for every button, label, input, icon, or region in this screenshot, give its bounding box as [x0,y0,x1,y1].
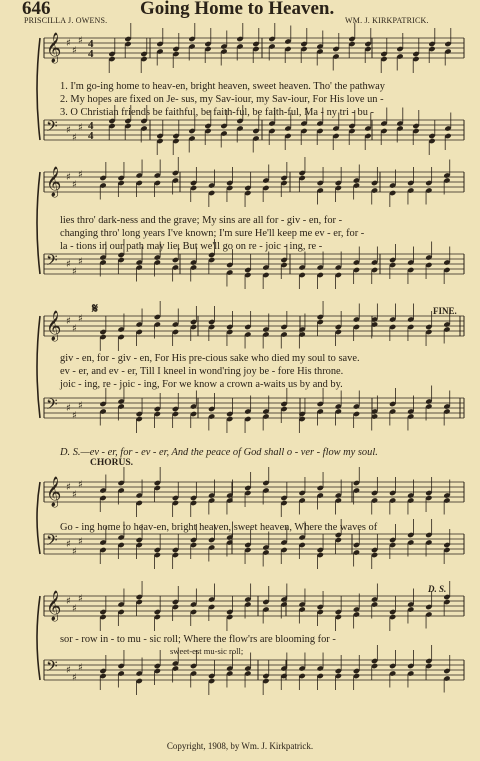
lyric-verse1-line1: 1. I'm go-ing home to heav-en, bright heaven, sweet heaven. Tho' the pathway [60,81,385,92]
treble-clef-icon: 𝄞 [46,591,62,621]
sharp-icon: ♯ [66,38,71,49]
lyric-ds-line: D. S.—ev - er, for - ev - er, And the peace of God shall o - ver - flow my soul. [60,447,378,458]
sharp-icon: ♯ [78,169,83,181]
sharp-icon: ♯ [72,603,77,615]
sharp-icon: ♯ [72,672,77,684]
time-signature-bottom: 4 [88,130,94,142]
chorus-label: CHORUS. [90,458,134,468]
time-signature-bottom: 4 [88,48,94,60]
sharp-icon: ♯ [78,479,83,491]
sharp-icon: ♯ [78,122,83,134]
sharp-icon: ♯ [66,482,71,493]
sharp-icon: ♯ [72,410,77,422]
sharp-icon: ♯ [78,662,83,674]
lyric-verse2-line1: 2. My hopes are fixed on Je- sus, my Sav-iour, my Sav-iour, For His love un - [60,94,384,105]
bass-clef-icon: 𝄢 [46,396,58,417]
sharp-icon: ♯ [66,539,71,550]
copyright-notice: Copyright, 1908, by Wm. J. Kirkpatrick. [166,741,314,751]
sharp-icon: ♯ [72,546,77,558]
bass-clef-icon: 𝄢 [46,532,58,553]
sharp-icon: ♯ [72,489,77,501]
bass-clef-icon: 𝄢 [46,118,58,139]
segno-sign: 𝄋 [92,302,99,317]
treble-clef-icon: 𝄞 [46,477,62,507]
lyric-chorus-line1: Go - ing home to heav-en, bright heaven, sweet heaven, Where the waves of [60,522,378,533]
sharp-icon: ♯ [72,266,77,278]
lyric-verse3-line3: joic - ing, re - joic - ing, For we know a crown a-waits us by and by. [60,379,343,390]
system-brace [37,596,40,680]
lyric-verse2-line2: changing thro' long years I've known; I'm sure He'll keep me ev - er, for - [60,228,365,239]
bass-clef-icon: 𝄢 [46,658,58,679]
system-brace [37,316,40,418]
sharp-icon: ♯ [72,45,77,57]
sharp-icon: ♯ [78,35,83,47]
fine-marking: FINE. [433,306,457,316]
hymn-number: 646 [22,0,51,19]
lyric-chorus-line2: sor - row in - to mu - sic roll; Where the flow'rs are blooming for - [60,634,336,645]
sharp-icon: ♯ [66,172,71,183]
time-signature-top: 4 [88,38,94,50]
lyric-verse1-line3: giv - en, for - giv - en, For His pre-cious sake who died my soul to save. [60,353,360,364]
lyric-chorus-alt: sweet-est mu-sic roll; [170,646,244,656]
ds-marking: D. S. [428,584,447,594]
treble-clef-icon: 𝄞 [46,33,62,63]
hymn-author: PRISCILLA J. OWENS. [24,16,108,25]
sharp-icon: ♯ [66,596,71,607]
hymn-title: Going Home to Heaven. [140,0,335,19]
sharp-icon: ♯ [72,179,77,191]
system-brace [37,482,40,554]
lyric-verse3-line1: 3. O Christian friends be faithful, be faith-ful, be faith-ful, Ma - ny tri - bu - [60,107,374,118]
bass-clef-icon: 𝄢 [46,252,58,273]
treble-clef-icon: 𝄞 [46,167,62,197]
sharp-icon: ♯ [78,400,83,412]
sharp-icon: ♯ [66,316,71,327]
sharp-icon: ♯ [66,665,71,676]
sharp-icon: ♯ [78,256,83,268]
system-brace [37,172,40,274]
treble-clef-icon: 𝄞 [46,311,62,341]
hymn-composer: WM. J. KIRKPATRICK. [345,16,429,25]
system-brace [37,38,40,140]
time-signature-top: 4 [88,120,94,132]
sharp-icon: ♯ [66,403,71,414]
lyric-verse3-line2: la - tions in our path may lie, But we'll go on re - joic - ing, re - [60,241,323,252]
sharp-icon: ♯ [72,132,77,144]
sharp-icon: ♯ [66,259,71,270]
sharp-icon: ♯ [78,593,83,605]
lyric-verse1-line2: lies thro' dark-ness and the grave; My sins are all for - giv - en, for - [60,215,343,226]
sharp-icon: ♯ [72,323,77,335]
sharp-icon: ♯ [66,125,71,136]
sharp-icon: ♯ [78,313,83,325]
sharp-icon: ♯ [78,536,83,548]
lyric-verse2-line3: ev - er, and ev - er, Till I kneel in wond'ring joy be - fore His throne. [60,366,344,377]
